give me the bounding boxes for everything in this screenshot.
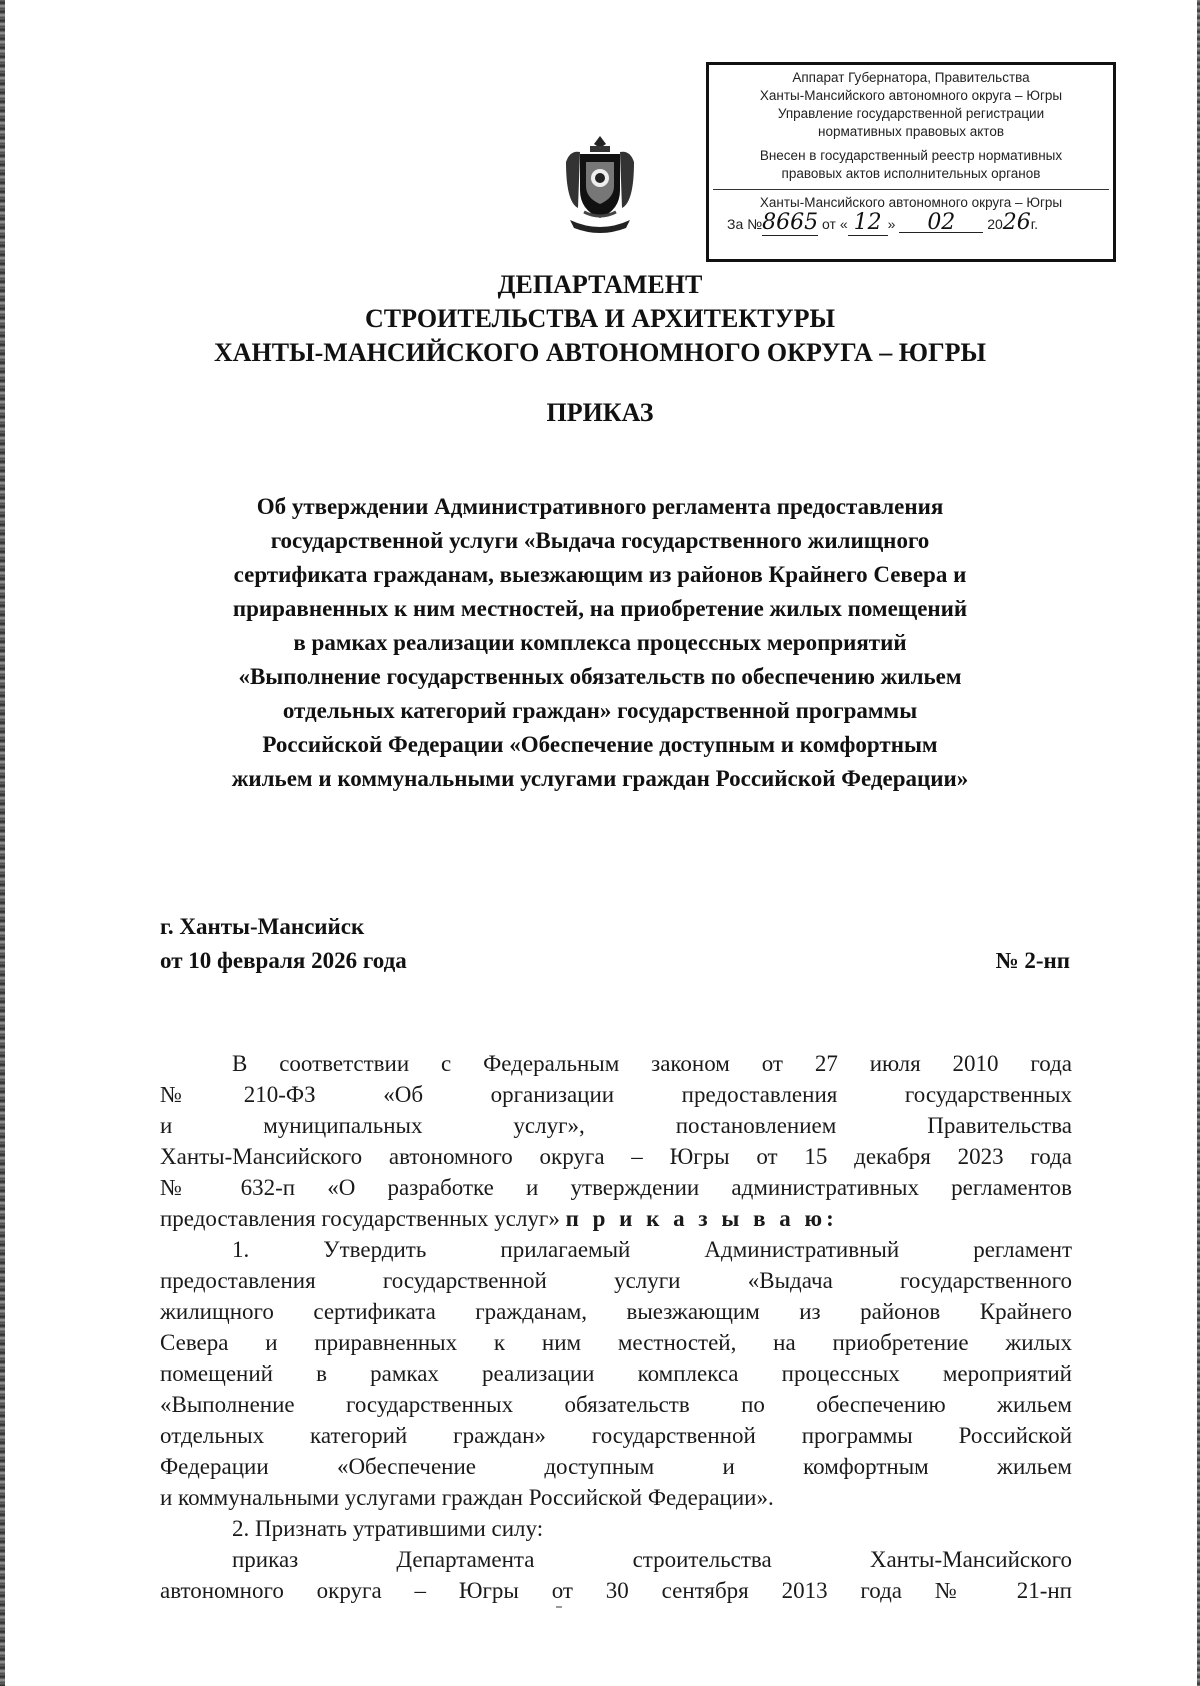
document-number: № 2-нп xyxy=(995,948,1070,973)
title-line: приравненных к ним местностей, на приобретение жилых помещений xyxy=(232,596,968,621)
stamp-entry-line: Ханты-Мансийского автономного округа – Югры xyxy=(759,195,1063,210)
title-line: в рамках реализации комплекса процессных мероприятий xyxy=(293,630,907,655)
stamp-org-line: нормативных правовых актов xyxy=(817,124,1005,139)
stamp-org-line: Аппарат Губернатора, Правительства xyxy=(792,70,1030,85)
department-name-line3: ХАНТЫ-МАНСИЙСКОГО АВТОНОМНОГО ОКРУГА – ЮГРЫ xyxy=(213,338,987,367)
body-line: приказ Департамента строительства Ханты-Мансийского xyxy=(232,1547,1072,1572)
document-type: ПРИКАЗ xyxy=(546,398,654,427)
title-line: жильем и коммунальными услугами граждан Российской Федерации» xyxy=(231,766,969,791)
stamp-reg-year-unit: г. xyxy=(1030,216,1039,232)
body-line: №210-ФЗ «Об организации предоставления государственных xyxy=(160,1082,1072,1107)
scan-edge-left xyxy=(0,0,5,1686)
body-line: Ханты-Мансийского автономного округа – Югры от 15 декабря 2023 года xyxy=(160,1144,1072,1169)
coat-of-arms-emblem xyxy=(560,132,640,236)
stamp-entry-line: Внесен в государственный реестр нормативных xyxy=(759,148,1063,163)
department-name-line1: ДЕПАРТАМЕНТ xyxy=(497,270,703,299)
body-line: автономного округа – Югры от 30 сентября 2013 года № 21-нп xyxy=(160,1578,1072,1603)
body-line: предоставления государственной услуги «Выдача государственного xyxy=(160,1268,1072,1293)
body-line: № 632-п «О разработке и утверждении административных регламентов xyxy=(160,1175,1072,1200)
body-line: «Выполнение государственных обязательств по обеспечению жильем xyxy=(160,1392,1072,1417)
stamp-reg-day-close: » xyxy=(887,216,896,232)
title-line: отдельных категорий граждан» государственной программы xyxy=(282,698,918,723)
body-line: В соответствии с Федеральным законом от 27 июля 2010 года xyxy=(232,1051,1072,1076)
body-line xyxy=(160,1203,1072,1234)
body-text: предоставления государственных услуг» xyxy=(160,1206,560,1231)
title-line: Российской Федерации «Обеспечение доступным и комфортным xyxy=(262,732,938,757)
stamp-reg-day: 12 xyxy=(848,210,888,236)
document-place-date xyxy=(160,910,407,978)
body-line: Севера и приравненных к ним местностей, на приобретение жилых xyxy=(160,1330,1072,1355)
title-line: Об утверждении Административного регламента предоставления xyxy=(256,494,944,519)
stamp-reg-number: 8665 xyxy=(762,210,819,235)
document-title xyxy=(130,490,1070,796)
body-line: помещений в рамках реализации комплекса процессных мероприятий xyxy=(160,1361,1072,1386)
stamp-reg-year-prefix: 20 xyxy=(987,216,1003,232)
stamp-org-line: Ханты-Мансийского автономного округа – Югры xyxy=(759,88,1063,103)
body-line: жилищного сертификата гражданам, выезжающим из районов Крайнего xyxy=(160,1299,1072,1324)
department-name-line2: СТРОИТЕЛЬСТВА И АРХИТЕКТУРЫ xyxy=(364,304,836,333)
stamp-registration-line xyxy=(709,210,1113,235)
stamp-org-line: Управление государственной регистрации xyxy=(777,106,1045,121)
body-line: отдельных категорий граждан» государственной программы Российской xyxy=(160,1423,1072,1448)
body-line: Федерации «Обеспечение доступным и комфортным жильем xyxy=(160,1454,1072,1479)
body-line: и муниципальных услуг», постановлением Правительства xyxy=(160,1113,1072,1138)
order-word: п р и к а з ы в а ю: xyxy=(565,1206,838,1231)
body-line: и коммунальными услугами граждан Российской Федерации». xyxy=(160,1485,774,1510)
title-line: сертификата гражданам, выезжающим из районов Крайнего Севера и xyxy=(233,562,967,587)
stamp-reg-from: от « xyxy=(822,216,848,232)
body-line: 2. Признать утратившими силу: xyxy=(232,1516,544,1541)
title-line: государственной услуги «Выдача государственного жилищного xyxy=(270,528,930,553)
body-line: 1. Утвердить прилагаемый Административный регламент xyxy=(232,1237,1072,1262)
registration-stamp xyxy=(706,62,1116,262)
document-date: от 10 февраля 2026 года xyxy=(160,948,407,973)
stamp-reg-prefix: За № xyxy=(727,216,763,232)
stamp-reg-year-suffix: 26 xyxy=(1002,210,1031,235)
document-city: г. Ханты-Мансийск xyxy=(160,914,365,939)
stamp-reg-month: 02 xyxy=(899,214,983,233)
document-body xyxy=(160,1048,1072,1606)
scan-speck xyxy=(556,1606,562,1608)
stamp-entry-line: правовых актов исполнительных органов xyxy=(781,166,1041,181)
title-line: «Выполнение государственных обязательств по обеспечению жильем xyxy=(238,664,962,689)
